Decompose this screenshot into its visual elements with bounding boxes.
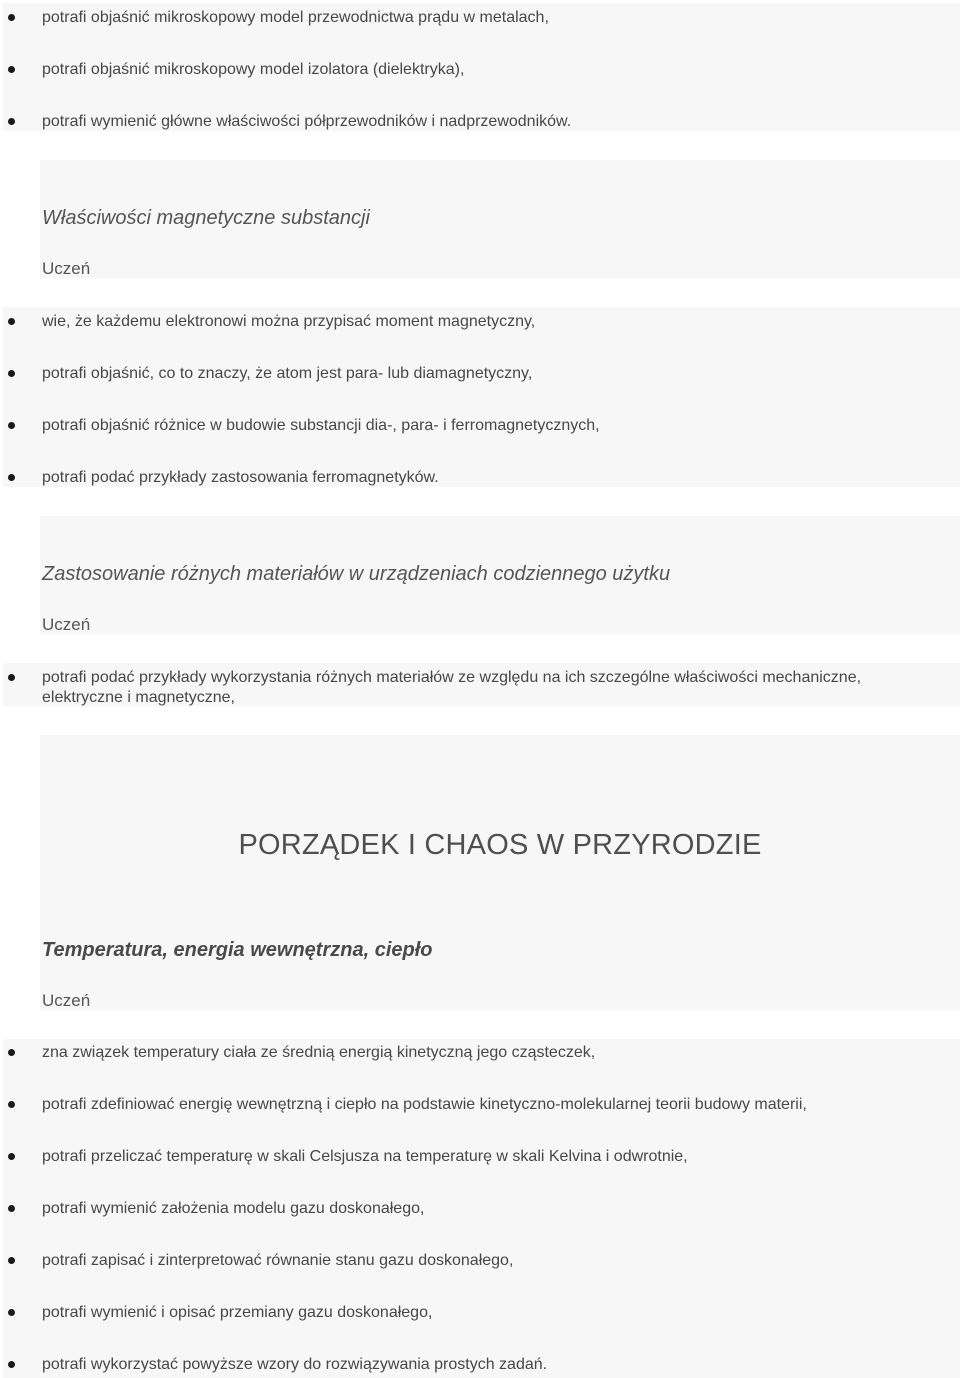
list-item-text: wie, że każdemu elektronowi można przypisać moment magnetyczny, (42, 313, 536, 330)
bullet-icon (8, 1257, 15, 1264)
list-item-text: potrafi podać przykłady wykorzystania różnych materiałów ze względu na ich szczególne właściwości mechaniczne, elektryczne i magnetyczne, (42, 669, 862, 706)
chapter-title: PORZĄDEK I CHAOS W PRZYRODZIE (238, 829, 762, 861)
list-item-text: potrafi wykorzystać powyższe wzory do rozwiązywania prostych zadań. (42, 1356, 548, 1373)
bullet-icon (8, 66, 15, 73)
bullet-icon (8, 474, 15, 481)
bullet-icon (8, 1309, 15, 1316)
list-item-text: zna związek temperatury ciała ze średnią energią kinetyczną jego cząsteczek, (42, 1044, 596, 1061)
list-item-text: potrafi objaśnić, co to znaczy, że atom jest para- lub diamagnetyczny, (42, 365, 533, 382)
chapter-background (40, 735, 960, 1010)
bullet-icon (8, 1361, 15, 1368)
bullet-icon (8, 674, 15, 681)
bullet-icon (8, 14, 15, 21)
list-item-text: potrafi wymienić i opisać przemiany gazu doskonałego, (42, 1304, 433, 1321)
list-item-text: potrafi przeliczać temperaturę w skali Celsjusza na temperaturę w skali Kelvina i odwrotnie, (42, 1148, 688, 1165)
bullet-icon (8, 370, 15, 377)
section3-subtitle: Uczeń (42, 615, 91, 634)
bullet-icon (8, 118, 15, 125)
list-item-text: potrafi zapisać i zinterpretować równanie stanu gazu doskonałego, (42, 1252, 514, 1269)
section3-title: Zastosowanie różnych materiałów w urządzeniach codziennego użytku (42, 563, 671, 585)
list-item-text: potrafi objaśnić mikroskopowy model przewodnictwa prądu w metalach, (42, 9, 549, 26)
section2-subtitle: Uczeń (42, 259, 91, 278)
section4-title: Temperatura, energia wewnętrzna, ciepło (42, 939, 433, 961)
list-item-text: potrafi wymienić główne właściwości półprzewodników i nadprzewodników. (42, 113, 572, 130)
list-item-text: potrafi wymienić założenia modelu gazu doskonałego, (42, 1200, 425, 1217)
list-item-text: potrafi objaśnić różnice w budowie substancji dia-, para- i ferromagnetycznych, (42, 417, 600, 434)
list-item-text: potrafi podać przykłady zastosowania ferromagnetyków. (42, 469, 439, 486)
bullet-icon (8, 1153, 15, 1160)
section2-title: Właściwości magnetyczne substancji (42, 207, 370, 229)
bullet-icon (8, 422, 15, 429)
section4-subtitle: Uczeń (42, 991, 91, 1010)
list-item-text: potrafi zdefiniować energię wewnętrzną i ciepło na podstawie kinetyczno-molekularnej teorii budowy materii, (42, 1096, 807, 1113)
bullet-icon (8, 1101, 15, 1108)
bullet-icon (8, 1049, 15, 1056)
section2-list-background (3, 307, 960, 487)
list-item-text: potrafi objaśnić mikroskopowy model izolatora (dielektryka), (42, 61, 465, 78)
bullet-icon (8, 318, 15, 325)
bullet-icon (8, 1205, 15, 1212)
